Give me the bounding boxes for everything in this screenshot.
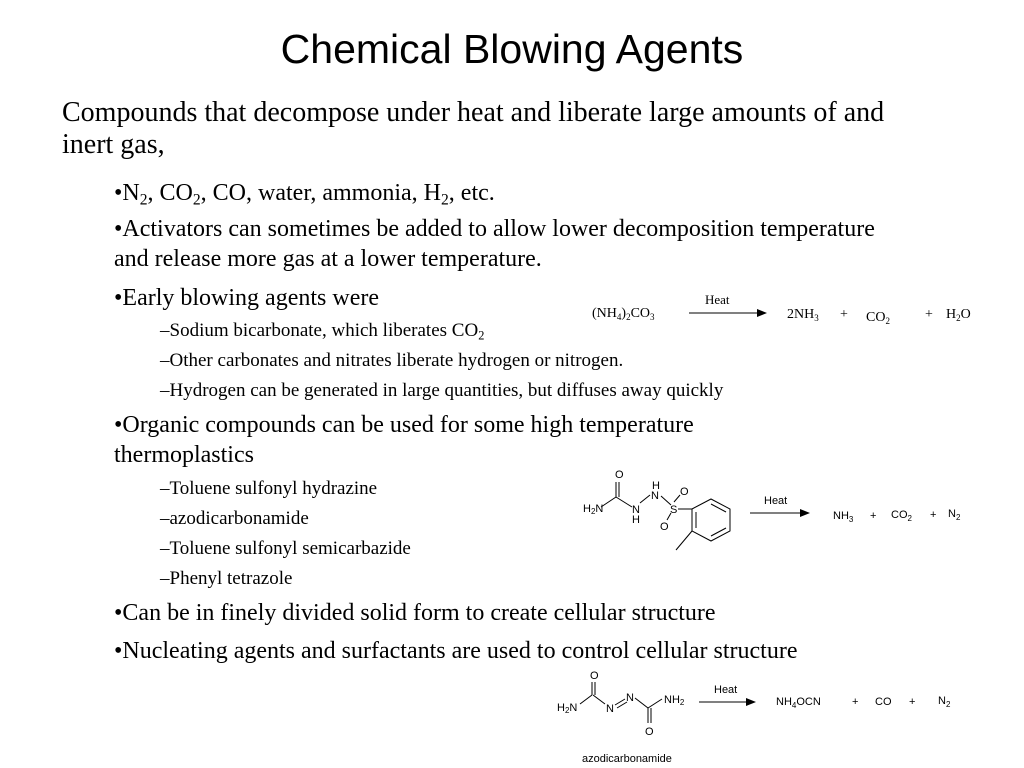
hydrazine-product-nh3: $NH_3$ <box>833 510 854 524</box>
azo-heat-label: Heat <box>714 684 738 696</box>
bullet-nucleating: •Nucleating agents and surfactants are used to control cellular structure <box>114 638 798 664</box>
atom-sulfur: S <box>670 504 678 516</box>
atom-nitrogen: N <box>651 490 659 502</box>
bullet-solid-form: •Can be in finely divided solid form to create cellular structure <box>114 600 716 626</box>
carbonate-product-h2o: $H_2O$ <box>946 307 971 323</box>
atom-oxygen: O <box>645 726 654 738</box>
azo-product-n2: $N_2$ <box>938 695 951 709</box>
carbonate-product-nh3: $2NH_3$ <box>787 307 819 323</box>
atom-h2n: H2N <box>583 503 604 516</box>
atom-oxygen: O <box>615 469 624 481</box>
azo-caption: azodicarbonamide <box>582 753 672 765</box>
carbonate-product-co2: $CO_2$ <box>866 310 890 326</box>
azo-product-nh4ocn: $NH_4OCN$ <box>776 696 821 710</box>
atom-nitrogen: N <box>626 692 634 704</box>
azo-product-co: CO <box>875 696 892 708</box>
atom-oxygen: O <box>680 486 689 498</box>
atom-nh2: NH2 <box>664 694 685 707</box>
azo-reaction <box>552 668 972 766</box>
atom-hydrogen: H <box>652 480 660 492</box>
sub-azodicarbonamide: –azodicarbonamide <box>160 508 309 529</box>
slide-title: Chemical Blowing Agents <box>280 26 744 72</box>
sub-sodium-bicarbonate: –Sodium bicarbonate, which liberates $CO_2$ <box>160 320 485 343</box>
atom-oxygen: O <box>660 521 669 533</box>
hydrazine-reaction <box>578 465 978 557</box>
bullet-gases: $•N_2$, $CO_2$, CO, water, ammonia, $H_2$, etc. <box>114 180 495 209</box>
atom-h2n: H2N <box>557 702 578 715</box>
sub-carbonates: –Other carbonates and nitrates liberate hydrogen or nitrogen. <box>160 350 624 371</box>
plus-sign: + <box>840 307 848 322</box>
intro-text: Compounds that decompose under heat and liberate large amounts of and inert gas, <box>62 97 885 160</box>
plus-sign: + <box>852 696 859 708</box>
carbonate-reactant: $(NH_4)_2CO_3$ <box>592 306 655 322</box>
hydrazine-heat-label: Heat <box>764 495 788 507</box>
bullet-organic: •Organic compounds can be used for some high temperature thermoplastics <box>114 412 694 468</box>
hydrazine-product-n2: $N_2$ <box>948 508 961 522</box>
plus-sign: + <box>870 510 877 522</box>
carbonate-heat-label: Heat <box>705 292 730 307</box>
sub-toluene-hydrazine: –Toluene sulfonyl hydrazine <box>160 478 378 499</box>
azo-molecule-structure <box>580 682 662 723</box>
molecule-structure <box>601 482 730 550</box>
atom-nitrogen: N <box>606 703 614 715</box>
atom-hydrogen: H <box>632 514 640 526</box>
carbonate-reaction <box>585 288 985 333</box>
sub-phenyl-tetrazole: –Phenyl tetrazole <box>160 568 293 589</box>
bullet-early: •Early blowing agents were <box>114 285 379 311</box>
atom-nitrogen: N <box>632 504 640 516</box>
bullet-activators: •Activators can sometimes be added to allow lower decomposition temperature and release more gas at a lower temperature. <box>114 216 875 272</box>
sub-toluene-semicarbazide: –Toluene sulfonyl semicarbazide <box>160 538 411 559</box>
plus-sign: + <box>909 696 916 708</box>
atom-oxygen: O <box>590 670 599 682</box>
plus-sign: + <box>930 509 937 521</box>
plus-sign: + <box>925 307 933 322</box>
hydrazine-product-co2: $CO_2$ <box>891 509 912 523</box>
sub-hydrogen: –Hydrogen can be generated in large quantities, but diffuses away quickly <box>160 380 724 401</box>
